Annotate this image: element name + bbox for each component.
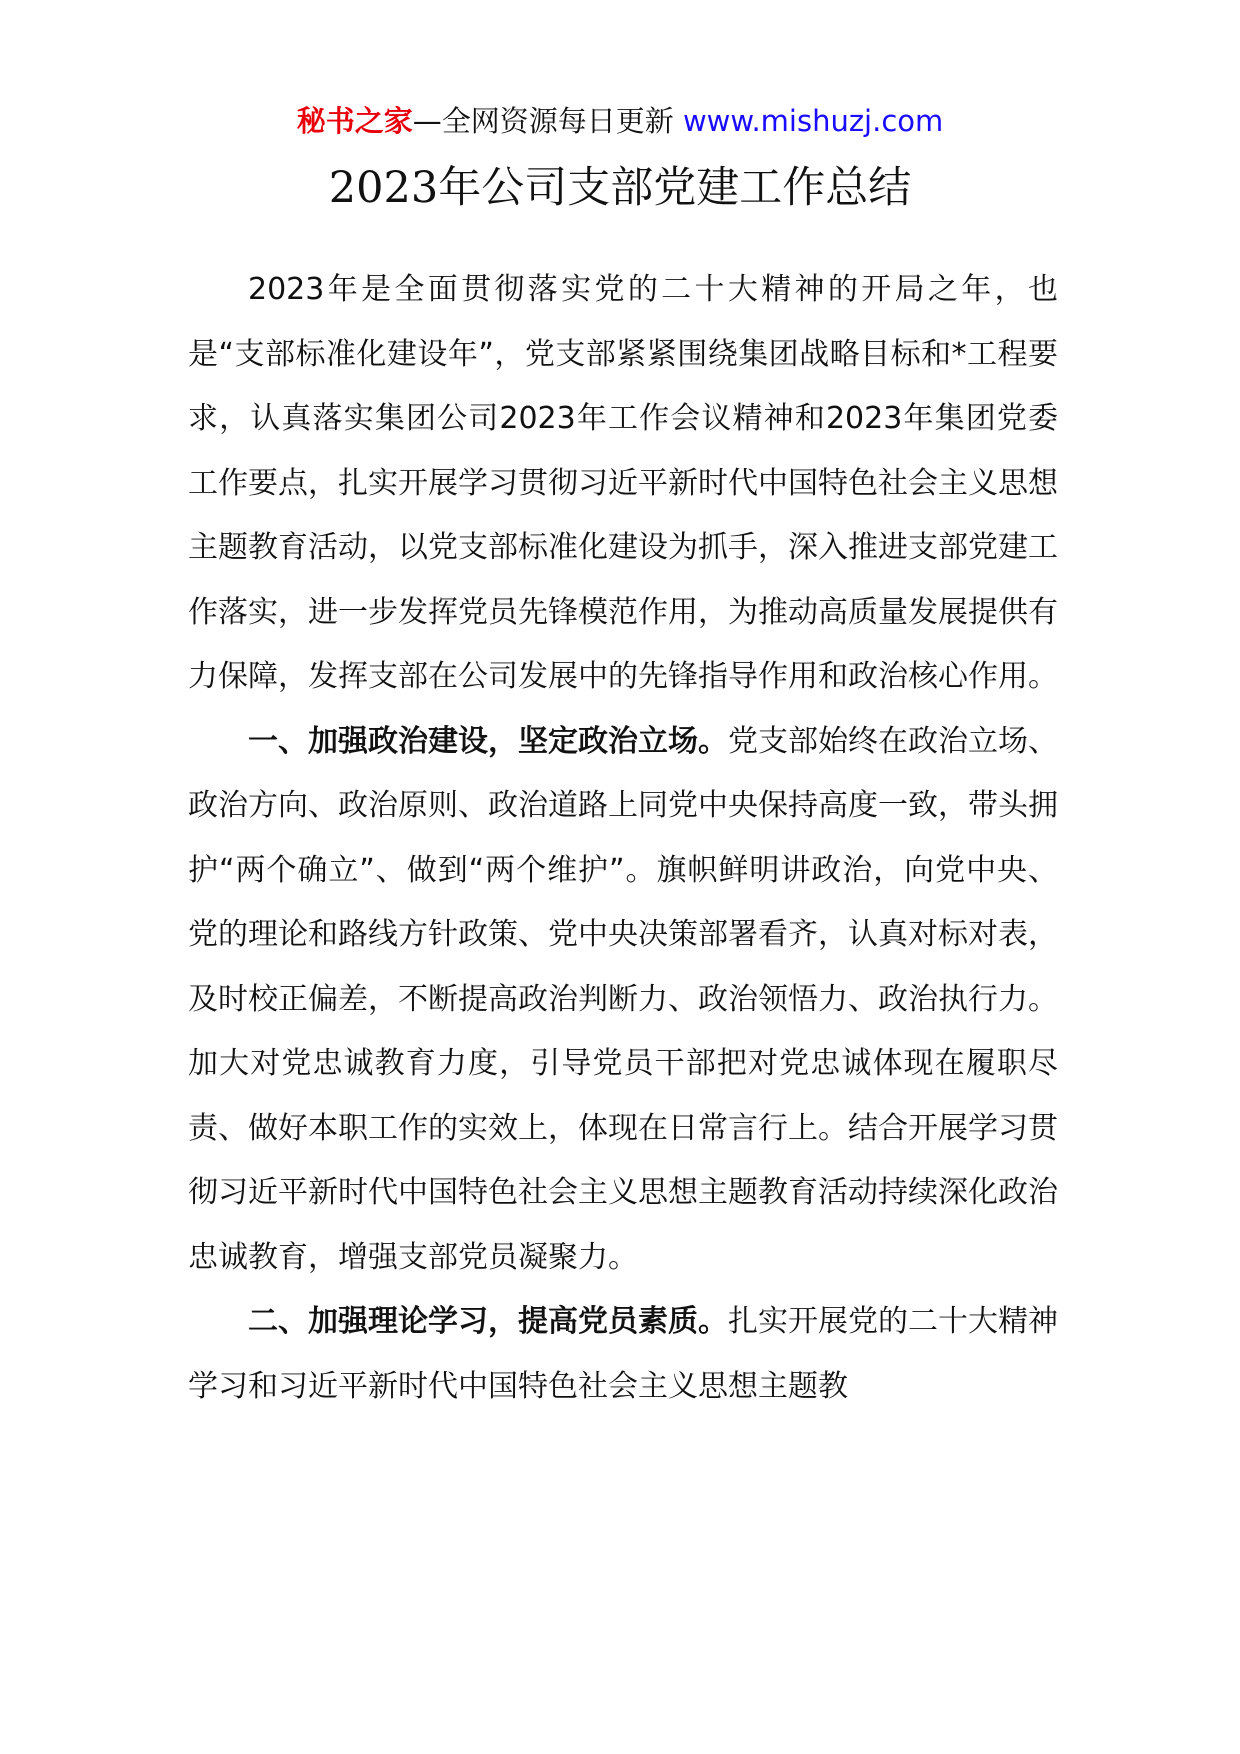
title-text: 年公司支部党建工作总结: [438, 163, 912, 213]
paragraph-text: 2023年是全面贯彻落实党的二十大精神的开局之年，也是“支部标准化建设年”，党支部紧紧围绕集团战略目标和*工程要求，认真落实集团公司2023年工作会议精神和2023年集团党委工作要点，扎实开展学习贯彻习近平新时代中国特色社会主义思想主题教育活动，以党支部标准化建设为抓手，深入推进支部党建工作落实，进一步发挥党员先锋模范作用，为推动高质量发展提供有力保障，发挥支部在公司发展中的先锋指导作用和政治核心作用。: [188, 272, 1058, 694]
paragraph-intro: [188, 258, 1058, 710]
document-body: [188, 258, 1058, 1419]
site-url-link[interactable]: www.mishuzj.com: [682, 104, 944, 138]
paragraph-section-1: [188, 710, 1058, 1291]
brand-slogan: —全网资源每日更新: [412, 104, 674, 138]
site-banner: [0, 100, 1240, 142]
paragraph-text: 扎实开展党的二十大精神学习和习近平新时代中国特色社会主义思想主题教: [188, 1304, 1058, 1404]
brand-name: 秘书之家: [296, 104, 413, 138]
paragraph-section-2: [188, 1290, 1058, 1419]
section-heading: 一、加强政治建设，坚定政治立场。: [248, 723, 728, 759]
document-title: [0, 158, 1240, 218]
section-heading: 二、加强理论学习，提高党员素质。: [248, 1304, 728, 1339]
paragraph-text: 党支部始终在政治立场、政治方向、政治原则、政治道路上同党中央保持高度一致，带头拥护“两个确立”、做到“两个维护”。旗帜鲜明讲政治，向党中央、党的理论和路线方针政策、党中央决策部署看齐，认真对标对表，及时校正偏差，不断提高政治判断力、政治领悟力、政治执行力。加大对党忠诚教育力度，引导党员干部把对党忠诚体现在履职尽责、做好本职工作的实效上，体现在日常言行上。结合开展学习贯彻习近平新时代中国特色社会主义思想主题教育活动持续深化政治忠诚教育，增强支部党员凝聚力。: [188, 723, 1058, 1275]
title-year: 2023: [328, 163, 439, 213]
